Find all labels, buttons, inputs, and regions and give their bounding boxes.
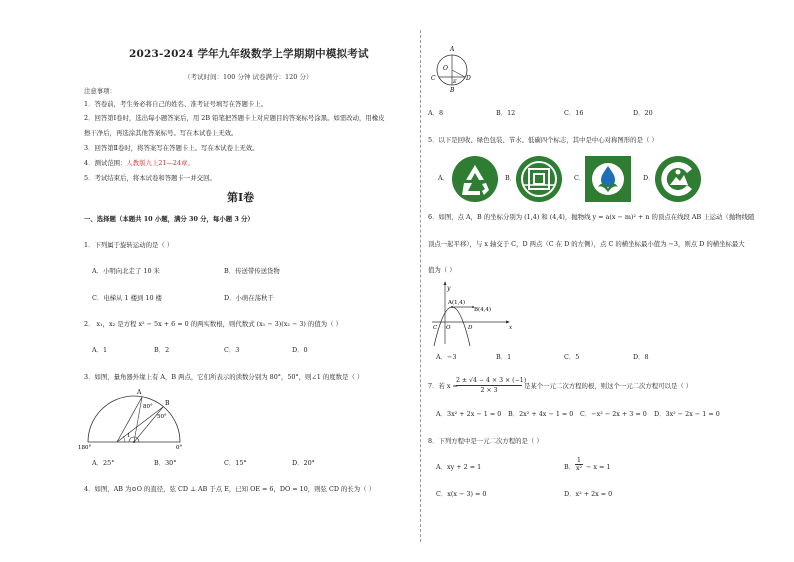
q8-option-b-fraction xyxy=(575,457,583,472)
fig3-label-a: A xyxy=(137,389,142,396)
fig4-label-b: B xyxy=(450,87,455,94)
fig6-label-d: D xyxy=(468,325,473,331)
q7-option-a: A．3x² + 2x − 1 = 0 xyxy=(436,410,502,418)
q2-option-d: D．0 xyxy=(292,346,308,354)
note-4-prefix: 4．测试范围： xyxy=(84,159,127,167)
q4-option-b: B．12 xyxy=(496,109,516,117)
q4-stem: 4．如图，AB 为⊙O 的直径，弦 CD ⊥ AB 于点 E，已知 OE = 6，DO = 10，则弦 CD 的长为（ ） xyxy=(84,485,376,493)
q6-option-a: A．−3 xyxy=(436,353,457,361)
fig6-label-b: B(4,4) xyxy=(474,307,492,313)
q8-b-numerator: 1 xyxy=(575,457,583,465)
fig4-label-o: O xyxy=(443,65,448,72)
parabola-figure xyxy=(428,280,518,346)
page-title: 2023-2024 学年九年级数学上学期期中模拟考试 xyxy=(129,48,369,60)
q1-option-d: D．小萌在荡秋千 xyxy=(224,294,274,302)
fig6-label-o: O xyxy=(446,325,451,331)
low-carbon-icon xyxy=(654,155,702,203)
volume-heading: 第Ⅰ卷 xyxy=(227,191,255,204)
note-5: 5．考试结束后，将本试卷和答题卡一并交回。 xyxy=(84,174,216,182)
parabola-curve xyxy=(434,307,470,346)
q4-option-d: D．20 xyxy=(633,109,653,117)
q3-option-d: D．20° xyxy=(292,459,315,467)
q8-option-d: D．x² + 2x = 0 xyxy=(564,490,613,498)
q5-option-a: A． xyxy=(438,174,450,182)
q8-stem: 8．下列方程中是一元二次方程的是（ ） xyxy=(428,437,543,445)
q7-numerator: 2 ± √4 − 4 × 3 × (−1) xyxy=(456,377,527,384)
notes-heading: 注意事项： xyxy=(84,87,116,95)
fig4-label-c: C xyxy=(431,75,436,82)
fig4-label-e: E xyxy=(453,79,457,85)
fig3-label-b: B xyxy=(165,400,170,407)
q5-stem: 5．以下是回收、绿色包装、节水、低碳四个标志，其中是中心对称图形的是（ ） xyxy=(428,136,658,144)
q8-option-c: C．x(x − 3) = 0 xyxy=(436,490,487,498)
fig6-label-c: C xyxy=(433,325,438,331)
q5-option-d: D． xyxy=(643,174,655,182)
q8-b-denominator: x² xyxy=(576,465,582,472)
q2-option-b: B．2 xyxy=(154,346,170,354)
circle-figure xyxy=(428,40,474,94)
center-dot xyxy=(133,441,135,443)
protractor-figure xyxy=(72,380,192,452)
fig6-label-y: y xyxy=(447,285,451,292)
q4-option-a: A．8 xyxy=(428,109,444,117)
q6-option-c: C．5 xyxy=(564,353,580,361)
q7-option-d: D．3x² − 2x − 1 = 0 xyxy=(654,410,720,418)
q3-option-c: C．15° xyxy=(224,459,247,467)
q7-prefix: 7．若 x = xyxy=(428,382,458,390)
q3-stem: 3．如图，量角器外缘上有 A，B 两点，它们所表示的读数分别为 80°，50°，则∠1 的度数是（ ） xyxy=(84,373,364,381)
point-a xyxy=(451,306,453,308)
note-2: 2．回答第Ⅰ卷时，选出每小题答案后，用 2B 铅笔把答题卡上对应题目的答案标号涂黑。如需改动，用橡皮 xyxy=(84,114,385,122)
note-2-cont: 擦干净后，再选涂其他答案标号。写在本试卷上无效。 xyxy=(84,129,238,137)
q1-option-b: B．传送带传送货物 xyxy=(224,267,280,275)
right-column xyxy=(428,0,768,562)
fig3-label-80: 80° xyxy=(143,404,153,410)
column-divider xyxy=(420,30,421,542)
q3-option-a: A．25° xyxy=(92,459,115,467)
note-4 xyxy=(84,160,194,166)
q7-option-c: C．−x² − 2x + 3 = 0 xyxy=(580,410,647,418)
green-package-icon xyxy=(515,155,563,203)
carbon-sun xyxy=(676,170,681,175)
fig3-label-50: 50° xyxy=(157,414,167,420)
q2-option-a: A．1 xyxy=(92,346,108,354)
exam-info: （考试时间：100 分钟 试卷满分：120 分） xyxy=(184,73,313,81)
fig6-label-x: x xyxy=(509,325,513,331)
fig6-label-a: A(1,4) xyxy=(448,300,466,306)
q7-option-b: B．2x² + 4x − 1 = 0 xyxy=(508,410,574,418)
fig4-label-a: A xyxy=(450,46,455,53)
q6-stem-line-3: 值为（ ） xyxy=(428,266,456,274)
q7-fraction xyxy=(456,377,527,394)
note-1: 1．答卷前，考生务必将自己的姓名、准考证号填写在答题卡上。 xyxy=(84,100,268,108)
section-heading: 一、选择题（本题共 10 小题，满分 30 分，每小题 3 分） xyxy=(84,215,254,223)
q3-option-b: B．30° xyxy=(154,459,177,467)
q8-option-b-rest: − x = 1 xyxy=(586,463,611,471)
water-saving-icon xyxy=(584,155,632,203)
q5-option-c: C． xyxy=(574,174,586,182)
fig3-label-180: 180° xyxy=(78,445,92,451)
fig3-label-angle-1: 1 xyxy=(127,433,131,439)
recycle-disc xyxy=(452,156,498,202)
x-axis-arrow xyxy=(506,321,510,324)
q6-stem-line-2: 顶点一起平移），与 x 轴交于 C，D 两点（C 在 D 的左侧），点 C 的横坐标最小值为 −3，则点 D 的横坐标最大 xyxy=(428,240,745,248)
q7-denominator: 2 × 3 xyxy=(480,387,498,394)
fig3-label-0: 0° xyxy=(176,445,183,451)
radius-od xyxy=(452,70,465,77)
q8-option-a: A．xy + 2 = 1 xyxy=(436,463,482,471)
note-4-scope: 人教版九上21—24章。 xyxy=(126,159,194,167)
q6-stem-line-1: 6．如图，点 A，B 的坐标分别为 (1,4) 和 (4,4)，抛物线 y = a(x − m)² + n 的顶点在线段 AB 上运动（抛物线随 xyxy=(428,213,755,221)
q1-stem: 1．下列属于旋转运动的是（ ） xyxy=(84,241,174,249)
q5-option-b: B． xyxy=(505,174,517,182)
q2-option-c: C．3 xyxy=(224,346,240,354)
q7-suffix: 是某个一元二次方程的根，则这个一元二次方程可以是（ ） xyxy=(524,382,693,390)
q1-option-a: A．小明向北走了 10 米 xyxy=(92,267,160,275)
note-3: 3．回答第Ⅱ卷时，将答案写在答题卡上。写在本试卷上无效。 xyxy=(84,144,259,152)
recycle-icon xyxy=(451,155,499,203)
q6-option-b: B．1 xyxy=(496,353,512,361)
q4-option-c: C．16 xyxy=(564,109,584,117)
q2-stem: 2． x₁，x₂ 是方程 x² − 5x + 6 = 0 的两实数根，则代数式 (x₁ − 3)(x₂ − 3) 的值为（ ） xyxy=(84,320,342,328)
fig4-label-d: D xyxy=(466,75,471,82)
q1-option-c: C．电梯从 1 楼到 10 楼 xyxy=(92,294,162,302)
left-column xyxy=(78,0,414,562)
ray-center-b xyxy=(134,407,163,442)
q6-option-d: D．8 xyxy=(633,353,649,361)
q8-option-b-prefix: B． xyxy=(564,463,576,471)
